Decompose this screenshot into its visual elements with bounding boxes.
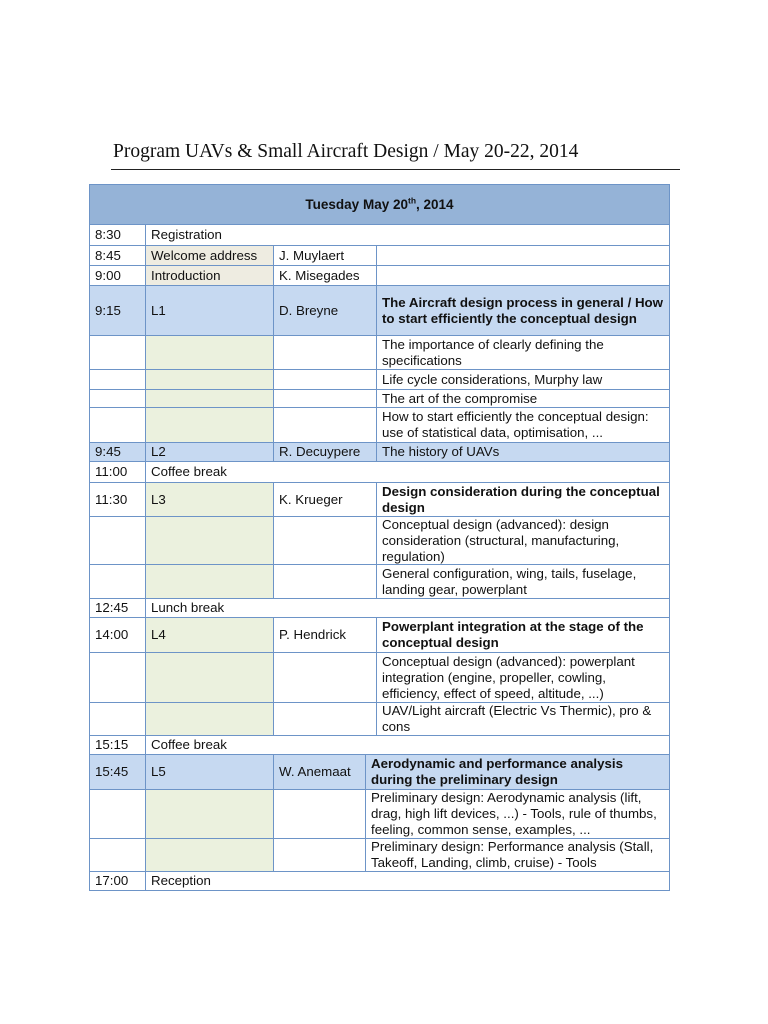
time-cell-text: 15:15 — [95, 737, 129, 752]
speaker-cell — [273, 564, 377, 599]
session-cell — [145, 265, 274, 286]
time-cell — [89, 871, 146, 891]
event-cell-text: Coffee break — [151, 464, 227, 479]
topic-cell-text: Preliminary design: Aerodynamic analysis (lift, drag, high lift devices, ...) - Tools, rule of thumbs, feeling, common sense, examples, ... — [371, 790, 657, 837]
time-cell — [89, 442, 146, 462]
event-cell — [145, 224, 670, 246]
topic-cell-text: Preliminary design: Performance analysis (Stall, Takeoff, Landing, climb, cruise) - Tools — [371, 839, 654, 870]
event-cell-text: Reception — [151, 873, 211, 888]
speaker-cell — [273, 482, 377, 517]
page-title: Program UAVs & Small Aircraft Design / May 20-22, 2014 — [113, 141, 579, 162]
topic-cell — [376, 516, 670, 565]
time-cell-text: 14:00 — [95, 627, 129, 642]
topic-cell-text: Conceptual design (advanced): design consideration (structural, manufacturing, regulation) — [382, 516, 620, 564]
time-cell — [89, 482, 146, 517]
time-cell-text: 8:45 — [95, 247, 121, 263]
time-cell — [89, 245, 146, 266]
speaker-cell-text: K. Misegades — [279, 267, 360, 283]
session-cell-text: Welcome address — [151, 247, 258, 263]
speaker-cell — [273, 516, 377, 565]
topic-cell-text: Aerodynamic and performance analysis during the preliminary design — [371, 756, 623, 787]
topic-cell-text: The importance of clearly defining the specifications — [382, 336, 604, 368]
topic-cell — [376, 564, 670, 599]
session-cell — [145, 389, 274, 408]
day-header-year: , 2014 — [416, 196, 454, 212]
topic-cell-text: UAV/Light aircraft (Electric Vs Thermic), pro & cons — [382, 703, 652, 734]
speaker-cell-text: P. Hendrick — [279, 627, 347, 642]
speaker-cell-text: W. Anemaat — [279, 764, 351, 779]
topic-cell — [376, 407, 670, 443]
topic-cell — [365, 838, 670, 872]
time-cell-text: 12:45 — [95, 600, 129, 615]
time-cell — [89, 461, 146, 483]
time-cell — [89, 838, 146, 872]
time-cell — [89, 369, 146, 390]
event-cell-text: Lunch break — [151, 600, 225, 615]
time-cell — [89, 754, 146, 790]
speaker-cell — [273, 335, 377, 370]
session-cell-text: L3 — [151, 491, 166, 507]
day-header — [89, 184, 670, 225]
time-cell — [89, 617, 146, 653]
topic-cell — [376, 702, 670, 736]
time-cell — [89, 789, 146, 839]
time-cell-text: 11:00 — [95, 464, 128, 479]
speaker-cell-text: R. Decuypere — [279, 444, 361, 459]
session-cell-text: L4 — [151, 627, 166, 642]
event-cell — [145, 871, 670, 891]
speaker-cell — [273, 617, 377, 653]
session-cell — [145, 369, 274, 390]
time-cell — [89, 598, 146, 618]
topic-cell — [376, 245, 670, 266]
session-cell — [145, 407, 274, 443]
speaker-cell — [273, 389, 377, 408]
time-cell-text: 9:15 — [95, 302, 121, 318]
session-cell — [145, 838, 274, 872]
topic-cell — [365, 789, 670, 839]
topic-cell-text: Powerplant integration at the stage of the conceptual design — [382, 619, 644, 650]
session-cell — [145, 617, 274, 653]
speaker-cell-text: K. Krueger — [279, 491, 343, 507]
topic-cell-text: Life cycle considerations, Murphy law — [382, 371, 603, 387]
speaker-cell — [273, 369, 377, 390]
time-cell-text: 15:45 — [95, 764, 129, 779]
speaker-cell — [273, 442, 377, 462]
topic-cell — [376, 652, 670, 703]
session-cell-text: L5 — [151, 764, 166, 779]
event-cell — [145, 735, 670, 755]
topic-cell — [376, 265, 670, 286]
event-cell-text: Registration — [151, 227, 222, 242]
session-cell — [145, 245, 274, 266]
topic-cell — [376, 285, 670, 336]
topic-cell — [376, 389, 670, 408]
time-cell — [89, 652, 146, 703]
topic-cell-text: The history of UAVs — [382, 444, 500, 459]
topic-cell-text: General configuration, wing, tails, fuselage, landing gear, powerplant — [382, 565, 637, 597]
time-cell — [89, 265, 146, 286]
topic-cell-text: Design consideration during the conceptual design — [382, 483, 660, 515]
session-cell-text: L2 — [151, 444, 166, 459]
session-cell-text: L1 — [151, 302, 166, 318]
speaker-cell — [273, 838, 366, 872]
event-cell — [145, 461, 670, 483]
speaker-cell — [273, 245, 377, 266]
time-cell-text: 17:00 — [95, 873, 129, 888]
time-cell — [89, 735, 146, 755]
topic-cell — [376, 482, 670, 517]
time-cell — [89, 335, 146, 370]
event-cell — [145, 598, 670, 618]
time-cell — [89, 702, 146, 736]
topic-cell — [376, 442, 670, 462]
day-header-date: Tuesday May 20 — [305, 196, 408, 212]
speaker-cell-text: D. Breyne — [279, 302, 339, 318]
topic-cell — [365, 754, 670, 790]
topic-cell-text: How to start efficiently the conceptual design: use of statistical data, optimisation, ... — [382, 409, 649, 440]
session-cell — [145, 482, 274, 517]
time-cell-text: 9:00 — [95, 267, 121, 283]
time-cell — [89, 564, 146, 599]
speaker-cell — [273, 754, 366, 790]
session-cell-text: Introduction — [151, 267, 221, 283]
topic-cell-text: The art of the compromise — [382, 390, 538, 406]
time-cell — [89, 407, 146, 443]
topic-cell-text: Conceptual design (advanced): powerplant integration (engine, propeller, cowling, efficiency, effect of speed, altitude, ...) — [382, 653, 635, 701]
session-cell — [145, 754, 274, 790]
day-header-ordinal: th — [407, 195, 417, 205]
speaker-cell — [273, 702, 377, 736]
time-cell — [89, 516, 146, 565]
event-cell-text: Coffee break — [151, 737, 227, 752]
time-cell-text: 8:30 — [95, 227, 121, 242]
session-cell — [145, 516, 274, 565]
topic-cell-text: The Aircraft design process in general / How to start efficiently the conceptual design — [382, 294, 664, 326]
topic-cell — [376, 369, 670, 390]
topic-cell — [376, 617, 670, 653]
session-cell — [145, 442, 274, 462]
session-cell — [145, 702, 274, 736]
speaker-cell — [273, 789, 366, 839]
session-cell — [145, 285, 274, 336]
topic-cell — [376, 335, 670, 370]
speaker-cell-text: J. Muylaert — [279, 247, 345, 263]
speaker-cell — [273, 652, 377, 703]
time-cell-text: 9:45 — [95, 444, 121, 459]
day-header-text — [305, 197, 453, 213]
speaker-cell — [273, 265, 377, 286]
speaker-cell — [273, 285, 377, 336]
time-cell — [89, 224, 146, 246]
session-cell — [145, 789, 274, 839]
time-cell-text: 11:30 — [95, 491, 128, 507]
session-cell — [145, 564, 274, 599]
session-cell — [145, 335, 274, 370]
time-cell — [89, 285, 146, 336]
session-cell — [145, 652, 274, 703]
time-cell — [89, 389, 146, 408]
speaker-cell — [273, 407, 377, 443]
